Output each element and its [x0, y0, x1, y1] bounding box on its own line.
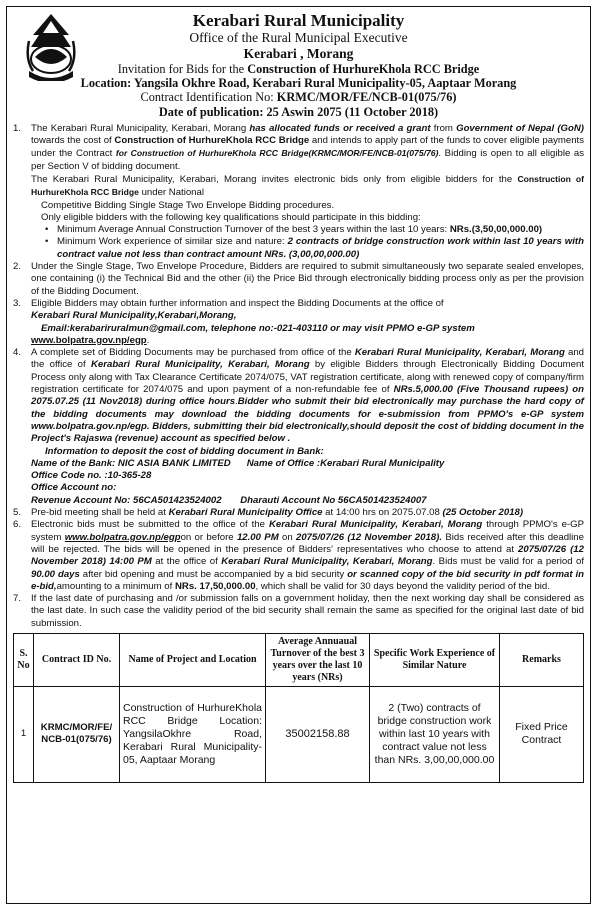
cell-sno: 1 [14, 686, 34, 782]
paragraph-4: 4. A complete set of Bidding Documents may be purchased from office of the Kerabari Rural Municipality, Kerabari, Morang and the office of Kerabari Rural Municipality, Kerabari, Morang by eligible Bidders through Electronically Bidding Document Process only along with Tax Clearance Certificate 2074/075, VAT registration certificate, along with renewed copy of company/firm registration certificate for 2074/075 and upon payment of a non-refundable fee of NRs.5,000.00 (Five Thousand rupees) on 2075.07.25 (11 Nov2018) during office hours.Bidder who submit their bid electronically may purchase the hard copy of the bidding documents may download the bidding documents for e-submission from PPMO's e-GP system www.bolpatra.gov.np/egp. Bidders, submitting their bid electronically,should deposit the cost of bidding document in the Project's Rajaswa (revenue) account as specified below . Information to deposit the cost of bidding document in Bank: Name of the Bank: NIC ASIA BANK LIMITED Name of Office :Kerabari Rural Municipality Office Code no. :10-365-28 Office Account no: Revenue Account No: 56CA501423524002 Dharauti Account No 56CA501423524007 [13, 347, 584, 506]
bidding-procedure: Competitive Bidding Single Stage Two Envelope Bidding procedures. [41, 199, 335, 211]
qualification-turnover: • Minimum Average Annual Construction Turnover of the best 3 years within the last 10 years: NRs.(3,50,00,000.00) [45, 224, 584, 236]
table-header-row [14, 633, 584, 686]
contract-id-line: Contract Identification No: KRMC/MOR/FE/NCB-01(075/76) [140, 90, 457, 105]
paragraph-7: 7. If the last date of purchasing and /or submission falls on a government holiday, then the next working day shall be considered as the last date. In such case the validity period of the bid security shall remain the same as specified for the original last date of bid submission. [13, 593, 584, 629]
col-remarks: Remarks [500, 633, 584, 686]
paragraph-5: 5. Pre-bid meeting shall be held at Kerabari Rural Municipality Office at 14:00 hrs on 2075.07.08 (25 October 2018) [13, 507, 524, 519]
paragraph-1: 1. The Kerabari Rural Municipality, Kerabari, Morang has allocated funds or received a grant from Government of Nepal (GoN) towards the cost of Construction of HurhureKhola RCC Bridge and intends to apply part of the funds to cover eligible payments under the Contract for Construction of HurhureKhola RCC Bridge(KRMC/MOR/FE/NCB-01(075/76). Bidding is open to all eligible as per Section V of bidding document. The Kerabari Rural Municipality, Kerabari, Morang invites electronic bids only from eligible bidders for the Construction of HurhureKhola RCC Bridge under National Competitive Bidding Single Stage Two Envelope Bidding procedures. Only eligible bidders with the following key qualifications should participate in this bidding: • Minimum Average Annual Construction Turnover of the best 3 years within the last 10 years: NRs.(3,50,00,000.00) • Minimum Work experience of similar size and nature: 2 contracts of bridge construction work within last 10 years with contract value not less than contract amount NRs. (3,00,00,000.00) [13, 123, 584, 261]
office-code: Office Code no. :10-365-28 [31, 470, 152, 482]
bank-name-line: Name of the Bank: NIC ASIA BANK LIMITED Name of Office :Kerabari Rural Municipality [31, 457, 445, 469]
egp-link[interactable]: www.bolpatra.gov.np/egp [31, 334, 147, 346]
cell-contract-id: KRMC/MOR/FE/ NCB-01(075/76) [34, 686, 120, 782]
qualification-experience: • Minimum Work experience of similar size and nature: 2 contracts of bridge construction work within last 10 years with contract value not less than contract amount NRs. (3,00,00,000.00) [45, 236, 584, 261]
invitation-statement: The Kerabari Rural Municipality, Kerabari, Morang invites electronic bids only from eligible bidders for the Construction of HurhureKhola RCC Bridge under National [31, 174, 584, 199]
col-sno: S. No [14, 633, 34, 686]
location-line: Location: Yangsila Okhre Road, Kerabari Rural Municipality-05, Aaptaar Morang [80, 76, 517, 91]
col-turnover: Average Annuaual Turnover of the best 3 years over the last 10 years (NRs) [266, 633, 370, 686]
cell-turnover: 35002158.88 [266, 686, 370, 782]
publication-date: Date of publication: 25 Aswin 2075 (11 October 2018) [158, 104, 439, 119]
office-account: Office Account no: [31, 482, 117, 494]
col-project: Name of Project and Location [120, 633, 266, 686]
paragraph-6: 6. Electronic bids must be submitted to the office of the Kerabari Rural Municipality, Kerabari, Morang through PPMO's e-GP system www.bolpatra.gov.np/egpon or before 12.00 PM on 2075/07/26 (12 November 2018). Bids received after this deadline will be rejected. The bids will be opened in the presence of Bidders' representatives who choose to attend at 2075/07/26 (12 November 2018) 14:00 PM at the office of Kerabari Rural Municipality, Kerabari, Morang. Bids must be valid for a period of 90.00 days after bid opening and must be accompanied by a bid security or scanned copy of the bid security in pdf format in e-bid,amounting to a minimum of NRs. 17,50,000.00, which shall be valid for 30 days beyond the validity period of the bid. [13, 519, 585, 592]
paragraph-2: 2. Under the Single Stage, Two Envelope Procedure, Bidders are required to submit simultaneously two separate sealed envelopes, one containing (i) the Technical Bid and the other (ii) the Price Bid through electronically bidding process only as per the provision of the Bidding Document. [13, 261, 584, 297]
account-numbers: Revenue Account No: 56CA501423524002 Dharauti Account No 56CA501423524007 [31, 494, 427, 506]
contract-table [13, 633, 584, 783]
notice-header [7, 11, 590, 119]
office-name: Office of the Rural Municipal Executive [189, 30, 408, 45]
cell-experience: 2 (Two) contracts of bridge construction work within last 10 years with contract value not less than NRs. 3,00,00,000.00 [370, 686, 500, 782]
notice-page [6, 6, 591, 904]
bank-info-heading: Information to deposit the cost of bidding document in Bank: [45, 445, 324, 457]
cell-project: Construction of HurhureKhola RCC Bridge Location: YangsilaOkhre Road, Kerabari Rural Municipality-05, Aaptaar Morang [120, 686, 266, 782]
paragraph-3: 3. Eligible Bidders may obtain further information and inspect the Bidding Documents at the office of Kerabari Rural Municipality,Kerabari,Morang, Email:kerabariruralmun@gmail.com, telephone no:-021-403110 or may visit PPMO e-GP system www.bolpatra.gov.np/egp. [13, 297, 475, 346]
cell-remarks: Fixed Price Contract [500, 686, 584, 782]
col-contract-id: Contract ID No. [34, 633, 120, 686]
municipality-title: Kerabari Rural Municipality [192, 11, 405, 30]
table-row [14, 686, 584, 782]
place-name: Kerabari , Morang [243, 46, 354, 61]
notice-body [7, 119, 590, 783]
invitation-line: Invitation for Bids for the Construction of HurhureKhola RCC Bridge [117, 62, 480, 76]
eligibility-intro: Only eligible bidders with the following key qualifications should participate in this bidding: [41, 211, 421, 223]
nepal-emblem-icon [25, 11, 77, 81]
col-experience: Specific Work Experience of Similar Nature [370, 633, 500, 686]
